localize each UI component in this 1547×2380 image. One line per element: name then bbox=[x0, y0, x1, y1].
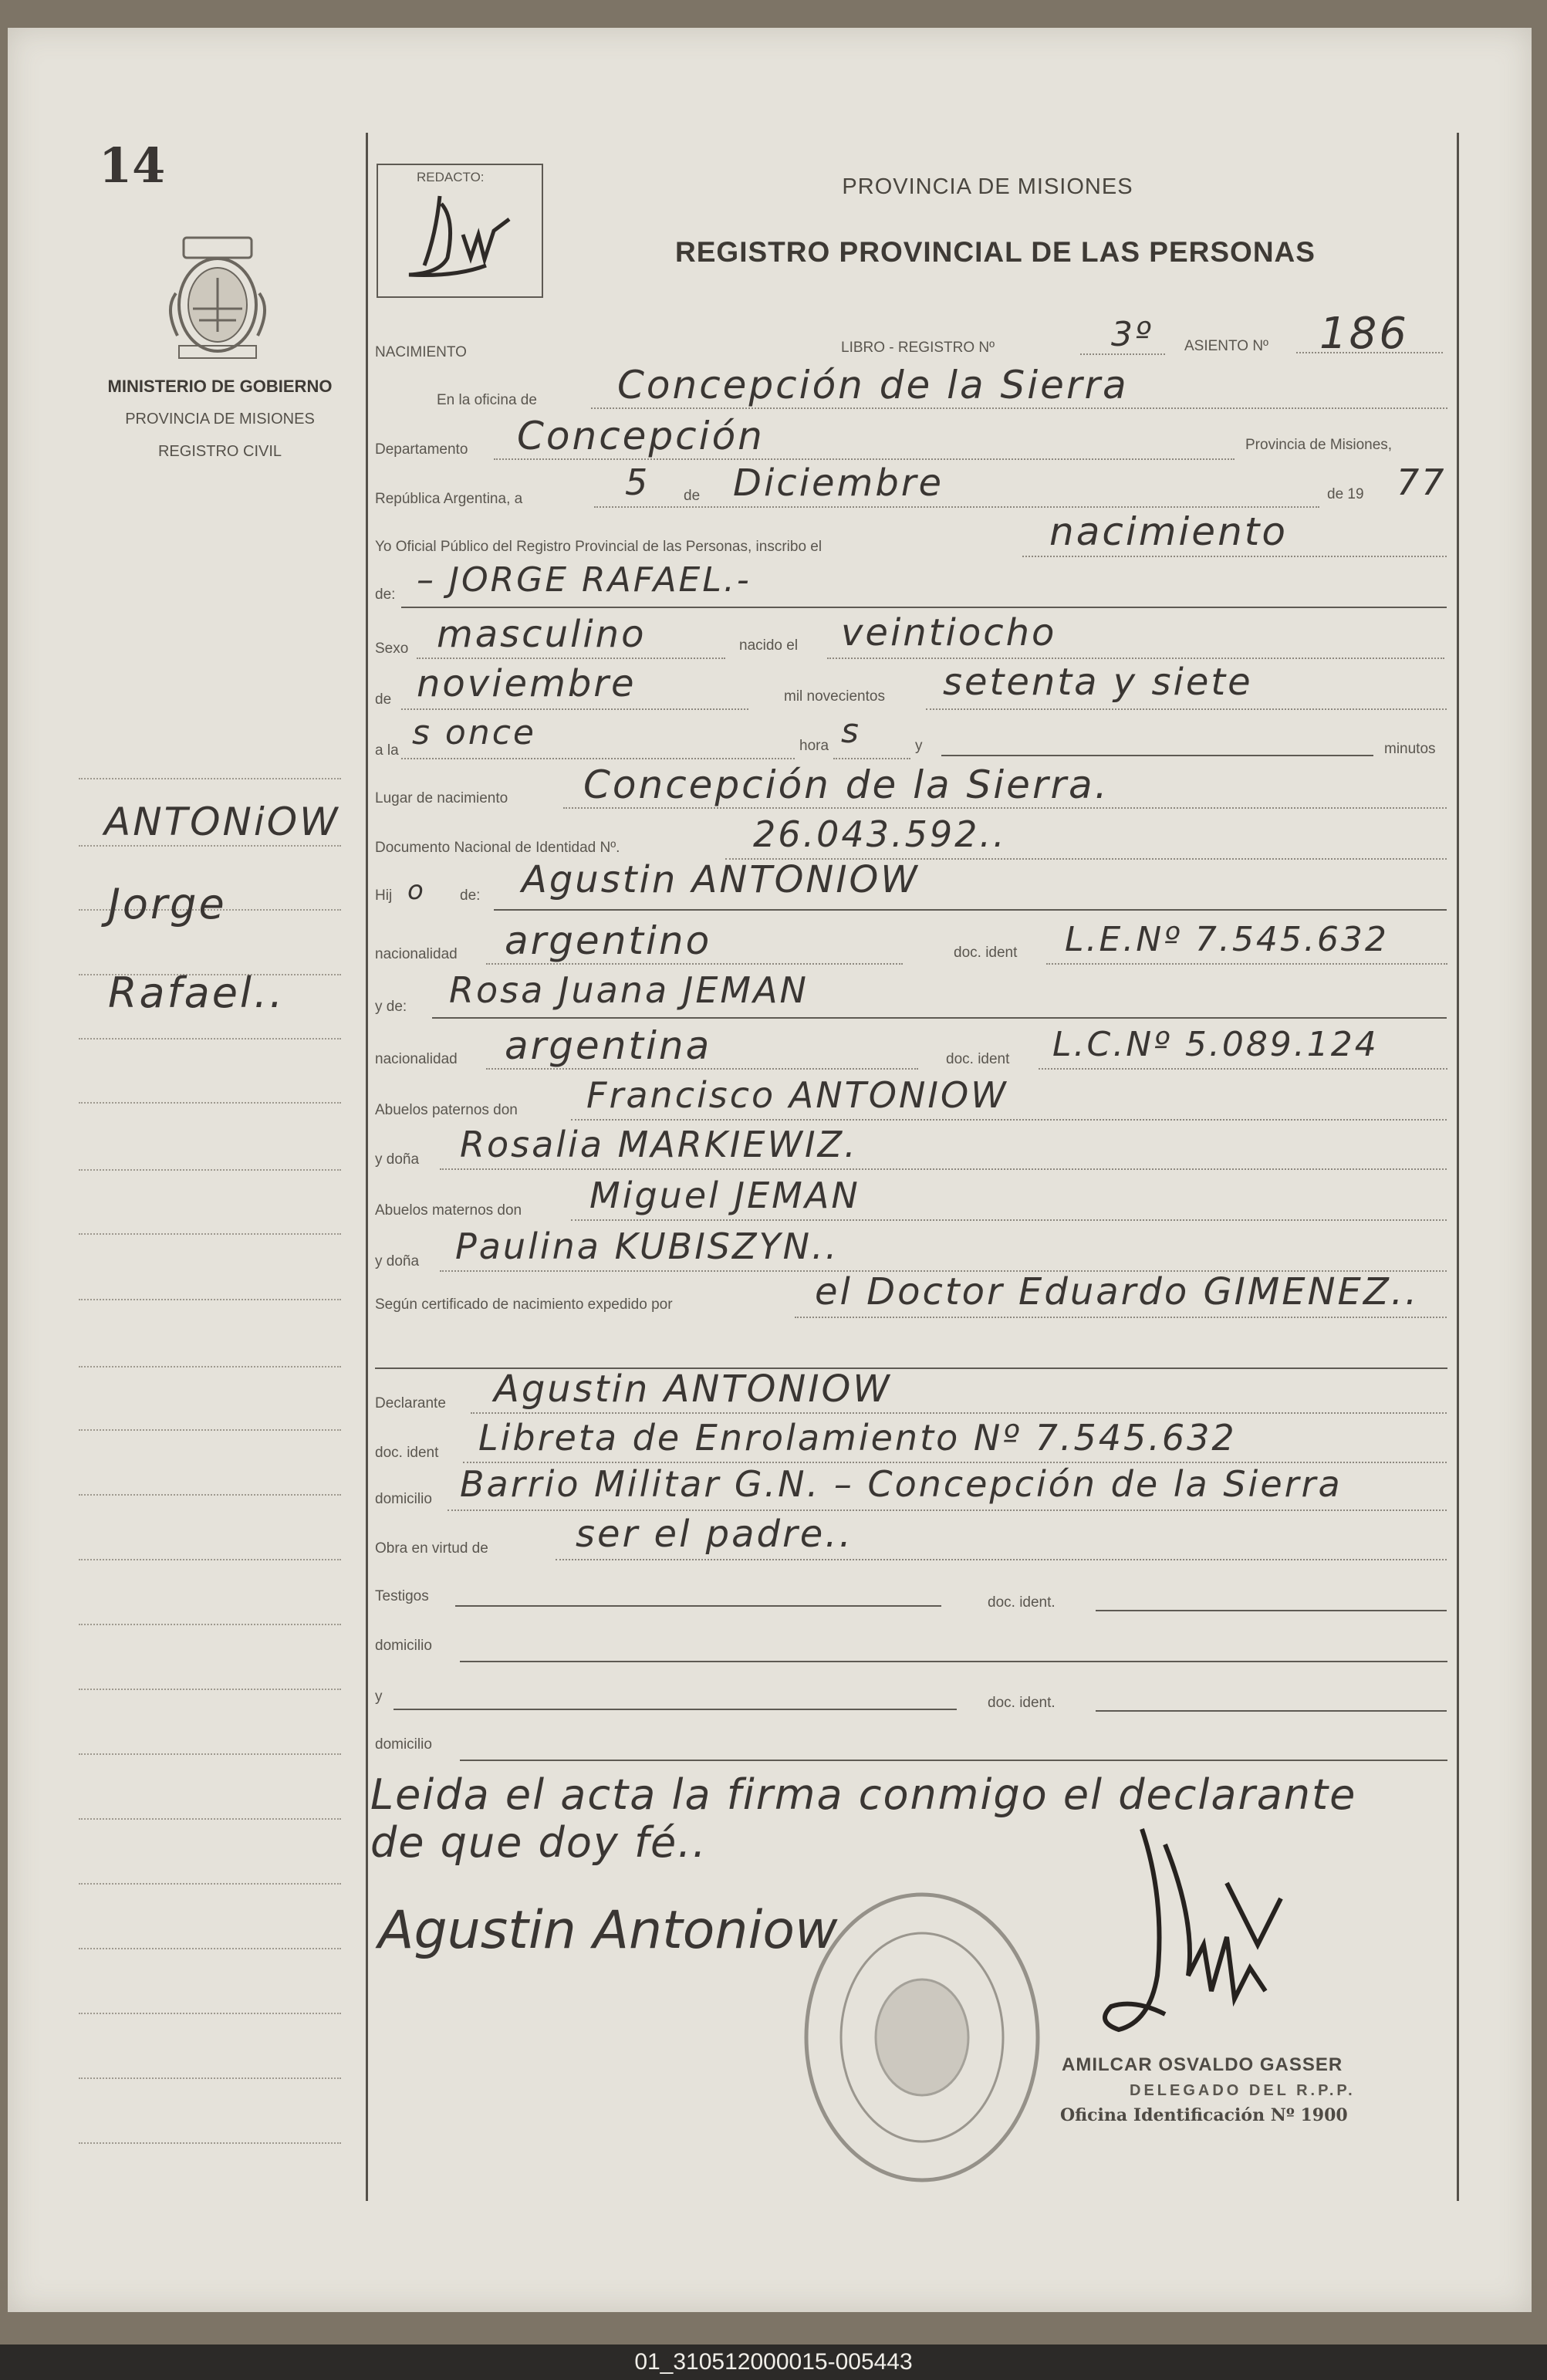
mil-label: mil novecientos bbox=[784, 688, 885, 705]
hijo-label-b: de: bbox=[460, 887, 481, 904]
oficial-label: Yo Oficial Público del Registro Provincial de las Personas, inscribo el bbox=[375, 539, 822, 555]
redacto-box bbox=[377, 164, 543, 298]
coat-of-arms-icon bbox=[160, 232, 275, 363]
alas-label: a la bbox=[375, 742, 399, 759]
oficina-label: En la oficina de bbox=[437, 392, 537, 408]
ministry-label: MINISTERIO DE GOBIERNO bbox=[107, 377, 333, 396]
decl-doc-value: Libreta de Enrolamiento Nº 7.545.632 bbox=[478, 1417, 1237, 1459]
abuelo-paterna-dona-label: y doña bbox=[375, 1151, 420, 1168]
closing-line-1: Leida el acta la firma conmigo el declarante bbox=[370, 1770, 1357, 1819]
abuela-materna-dona-label: y doña bbox=[375, 1253, 420, 1269]
libro-label: LIBRO - REGISTRO Nº bbox=[841, 340, 995, 356]
margin-name-1: Jorge bbox=[108, 880, 227, 928]
hora-label: hora bbox=[799, 738, 829, 754]
nacionalidad-2-value: argentina bbox=[505, 1023, 712, 1068]
asiento-value: 186 bbox=[1319, 309, 1409, 359]
official-signature-icon bbox=[1088, 1821, 1319, 2068]
image-id-footer: 01_310512000015-005443 bbox=[0, 2345, 1547, 2380]
testigo-domicilio-2-label: domicilio bbox=[375, 1736, 432, 1753]
page-number: 14 bbox=[99, 137, 166, 194]
dni-value: 26.043.592.. bbox=[753, 813, 1007, 855]
abuelos-maternos-label: Abuelos maternos don bbox=[375, 1202, 522, 1219]
decl-doc-label: doc. ident bbox=[375, 1445, 439, 1461]
margin-name-2: Rafael.. bbox=[108, 969, 285, 1017]
registro-civil-label: REGISTRO CIVIL bbox=[157, 443, 282, 460]
abuelos-maternos-value: Miguel JEMAN bbox=[589, 1175, 860, 1216]
stamp-line-2: DELEGADO DEL R.P.P. bbox=[1130, 2082, 1356, 2099]
nacionalidad-1-label: nacionalidad bbox=[375, 946, 458, 962]
margin-surname: ANTONiOW bbox=[104, 800, 340, 844]
y-label: y bbox=[915, 738, 923, 754]
header-province: PROVINCIA DE MISIONES bbox=[842, 174, 1133, 199]
doc-1-label: doc. ident bbox=[954, 945, 1018, 961]
redactor-signature-icon bbox=[394, 188, 525, 289]
lugar-label: Lugar de nacimiento bbox=[375, 790, 508, 806]
domicilio-label: domicilio bbox=[375, 1491, 432, 1507]
nacido-label: nacido el bbox=[739, 637, 799, 654]
year-value: 77 bbox=[1397, 461, 1447, 503]
abuelos-paternos-label: Abuelos paternos don bbox=[375, 1102, 518, 1118]
declarante-label: Declarante bbox=[375, 1395, 446, 1411]
left-border bbox=[366, 133, 368, 2201]
doc-2-value: L.C.Nº 5.089.124 bbox=[1052, 1025, 1379, 1064]
provincia-label: Provincia de Misiones, bbox=[1245, 437, 1393, 453]
de-nombre-label: de: bbox=[375, 587, 396, 603]
de-mes-label: de bbox=[375, 691, 392, 708]
right-border bbox=[1457, 133, 1459, 2201]
stamp-line-3: Oficina Identificación Nº 1900 bbox=[1060, 2105, 1348, 2125]
testigo-doc-1-label: doc. ident. bbox=[988, 1594, 1056, 1611]
doc-2-label: doc. ident bbox=[946, 1051, 1010, 1067]
anio-value: setenta y siete bbox=[943, 661, 1253, 704]
nacionalidad-2-label: nacionalidad bbox=[375, 1051, 458, 1067]
day-value: 5 bbox=[625, 461, 650, 503]
abuela-paterna-value: Rosalia MARKIEWIZ. bbox=[460, 1124, 858, 1165]
sexo-value: masculino bbox=[437, 613, 647, 656]
alas-value: s once bbox=[412, 713, 536, 752]
oficina-value: Concepción de la Sierra bbox=[617, 363, 1129, 407]
testigo-doc-2-label: doc. ident. bbox=[988, 1695, 1056, 1711]
stamp-line-1: AMILCAR OSVALDO GASSER bbox=[1062, 2054, 1343, 2075]
padre-value: Agustin ANTONIOW bbox=[522, 858, 920, 901]
nombre-value: – JORGE RAFAEL.- bbox=[417, 560, 752, 600]
testigo-domicilio-1-label: domicilio bbox=[375, 1638, 432, 1654]
lugar-value: Concepción de la Sierra. bbox=[583, 762, 1110, 807]
mes-value: noviembre bbox=[417, 662, 637, 705]
closing-line-2: de que doy fé.. bbox=[370, 1818, 708, 1867]
registry-seal-icon bbox=[795, 1883, 1049, 2192]
madre-value: Rosa Juana JEMAN bbox=[449, 969, 809, 1011]
departamento-label: Departamento bbox=[375, 441, 468, 458]
nacimiento-label: NACIMIENTO bbox=[375, 344, 467, 360]
de-label: de bbox=[684, 488, 701, 504]
republica-label: República Argentina, a bbox=[375, 491, 523, 507]
libro-value: 3º bbox=[1111, 315, 1153, 354]
sexo-label: Sexo bbox=[375, 641, 409, 657]
abuelos-paternos-value: Francisco ANTONIOW bbox=[586, 1074, 1008, 1116]
hijo-value: o bbox=[407, 875, 426, 906]
certificado-label: Según certificado de nacimiento expedido por bbox=[375, 1296, 673, 1313]
asiento-label: ASIENTO Nº bbox=[1184, 338, 1268, 354]
province-label: PROVINCIA DE MISIONES bbox=[125, 411, 315, 428]
departamento-value: Concepción bbox=[517, 414, 765, 458]
obra-value: ser el padre.. bbox=[576, 1513, 853, 1556]
abuela-materna-value: Paulina KUBISZYN.. bbox=[455, 1225, 839, 1267]
declarante-signature: Agustin Antoniow bbox=[378, 1900, 838, 1961]
inscribo-value: nacimiento bbox=[1049, 509, 1288, 554]
yde-label: y de: bbox=[375, 999, 407, 1015]
obra-label: Obra en virtud de bbox=[375, 1540, 488, 1557]
hora-value: s bbox=[841, 712, 861, 751]
certificado-value: el Doctor Eduardo GIMENEZ.. bbox=[815, 1270, 1420, 1313]
domicilio-value: Barrio Militar G.N. – Concepción de la Sierra bbox=[460, 1463, 1343, 1505]
redacto-label: REDACTO: bbox=[417, 170, 485, 184]
header-title: REGISTRO PROVINCIAL DE LAS PERSONAS bbox=[675, 236, 1316, 268]
nacionalidad-1-value: argentino bbox=[505, 918, 712, 963]
minutos-label: minutos bbox=[1384, 741, 1436, 757]
nacido-value: veintiocho bbox=[841, 611, 1057, 654]
month-value: Diciembre bbox=[733, 461, 944, 505]
dni-label: Documento Nacional de Identidad Nº. bbox=[375, 840, 620, 856]
testigo-y-label: y bbox=[375, 1689, 383, 1705]
hijo-label-a: Hij bbox=[375, 887, 393, 904]
year-label: de 19 bbox=[1327, 486, 1364, 502]
declarante-value: Agustin ANTONIOW bbox=[494, 1367, 892, 1411]
doc-1-value: L.E.Nº 7.545.632 bbox=[1065, 920, 1389, 959]
testigos-label: Testigos bbox=[375, 1588, 429, 1604]
